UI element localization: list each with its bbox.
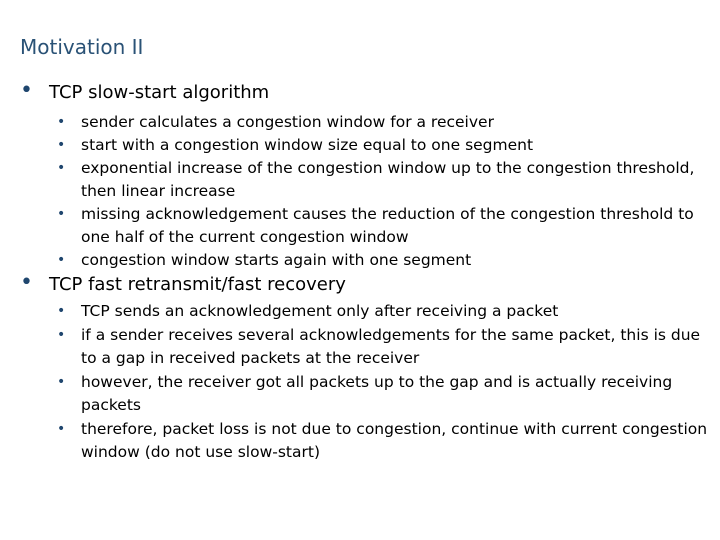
sub-bullet-list: [20, 300, 710, 465]
bullet-icon: •: [57, 326, 66, 343]
sub-bullet-text: if a sender receives several acknowledgements for the same packet, this is due to a gap in received packets at the receiver: [81, 325, 701, 367]
section-slow-start: [20, 78, 710, 272]
sub-bullet-text: sender calculates a congestion window for a receiver: [81, 113, 494, 131]
bullet-icon: •: [57, 206, 66, 222]
slide-content: [20, 78, 710, 465]
bullet-icon: •: [57, 303, 66, 319]
sub-bullet-text: exponential increase of the congestion window up to the congestion threshold, then linear increase: [81, 159, 695, 200]
bullet-icon: •: [20, 78, 33, 103]
sub-bullet-item: [20, 371, 710, 418]
sub-bullet-text: missing acknowledgement causes the reduction of the congestion threshold to one half of the current congestion window: [81, 205, 694, 246]
slide-title: Motivation II: [20, 35, 144, 59]
sub-bullet-item: [20, 249, 710, 272]
sub-bullet-list: [20, 111, 710, 272]
main-bullet-slow-start: [20, 78, 710, 104]
sub-bullet-item: [20, 111, 710, 134]
sub-bullet-item: [20, 418, 710, 465]
bullet-icon: •: [57, 252, 66, 268]
sub-bullet-text: however, the receiver got all packets up to the gap and is actually receiving packets: [81, 372, 673, 414]
sub-bullet-text: start with a congestion window size equal to one segment: [81, 136, 534, 154]
sub-bullet-text: therefore, packet loss is not due to congestion, continue with current congestion window (do not use slow-start): [81, 419, 708, 461]
bullet-icon: •: [57, 160, 66, 176]
bullet-icon: •: [57, 373, 66, 390]
section-fast-retransmit: [20, 270, 710, 465]
sub-bullet-item: [20, 300, 710, 324]
main-bullet-text: TCP fast retransmit/fast recovery: [49, 274, 346, 295]
bullet-icon: •: [57, 137, 66, 153]
sub-bullet-text: TCP sends an acknowledgement only after receiving a packet: [81, 302, 559, 320]
bullet-icon: •: [57, 420, 66, 437]
bullet-icon: •: [57, 114, 66, 130]
sub-bullet-item: [20, 134, 710, 157]
bullet-icon: •: [20, 270, 33, 295]
main-bullet-text: TCP slow-start algorithm: [49, 82, 270, 103]
sub-bullet-item: [20, 324, 710, 371]
main-bullet-fast-retransmit: [20, 270, 710, 296]
sub-bullet-text: congestion window starts again with one segment: [81, 251, 472, 269]
sub-bullet-item: [20, 203, 710, 249]
sub-bullet-item: [20, 157, 710, 203]
